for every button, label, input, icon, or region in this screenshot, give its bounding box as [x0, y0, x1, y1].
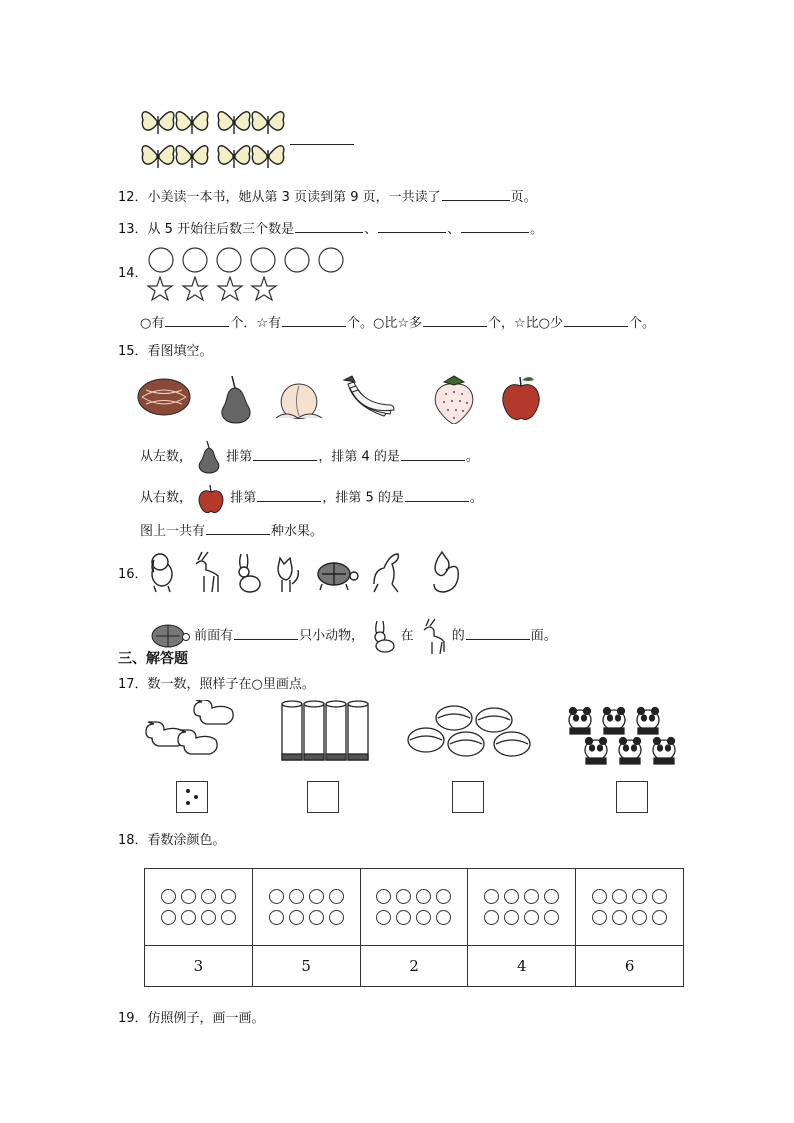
q13-blank-1[interactable] — [295, 218, 363, 233]
circle-icon[interactable] — [484, 889, 499, 904]
circle-icon[interactable] — [632, 910, 647, 925]
pear-icon — [222, 376, 250, 423]
q15-blank-5[interactable] — [206, 520, 270, 535]
circle-icon[interactable] — [376, 910, 391, 925]
q15-text: 排第 — [230, 490, 257, 506]
q14-blank-2[interactable] — [282, 312, 346, 327]
q15-title-line — [118, 343, 213, 361]
q16-blank-1[interactable] — [234, 625, 298, 640]
q16-text: 只小动物， — [299, 628, 365, 644]
rabbit-icon — [239, 554, 260, 592]
circle-icon[interactable] — [329, 910, 344, 925]
circle-icon[interactable] — [436, 889, 451, 904]
q15-title: 看图填空。 — [147, 344, 213, 359]
q17-title-line — [118, 676, 315, 694]
q13-text: 从 5 开始往后数三个数是 — [147, 222, 295, 237]
q15-text: 图上一共有 — [140, 524, 206, 539]
circle-group-4 — [468, 869, 576, 946]
circle-icon[interactable] — [329, 889, 344, 904]
circle-icon[interactable] — [161, 910, 176, 925]
circle-icon[interactable] — [201, 889, 216, 904]
circle-icon[interactable] — [416, 910, 431, 925]
q14-number: 14． — [118, 266, 148, 281]
q14-text: 个，☆比○少 — [488, 316, 563, 331]
section-3-heading: 三、解答题 — [118, 651, 188, 667]
dog-icon — [152, 554, 172, 592]
q12-text: 小美读一本书，她从第 3 页读到第 9 页，一共读了 — [147, 190, 441, 205]
circle-icon — [148, 247, 348, 273]
circle-icon[interactable] — [289, 889, 304, 904]
circle-icon[interactable] — [652, 889, 667, 904]
number-cell: 6 — [576, 946, 684, 987]
circle-icon[interactable] — [221, 910, 236, 925]
squirrel-icon — [434, 552, 458, 592]
q17-answer-box-2[interactable] — [452, 781, 484, 813]
circle-icon[interactable] — [396, 910, 411, 925]
q18-number: 18． — [118, 833, 148, 848]
apple-icon — [503, 377, 539, 420]
circle-icon[interactable] — [201, 910, 216, 925]
circle-icon[interactable] — [612, 889, 627, 904]
q15-text: 排第 — [226, 449, 253, 465]
q14-blank-1[interactable] — [165, 312, 229, 327]
q15-text: 。 — [469, 490, 483, 506]
apple-icon — [196, 483, 226, 513]
q15-blank-2[interactable] — [401, 446, 465, 461]
q14-text: ○有 — [140, 316, 165, 331]
q13-sep: 、 — [364, 222, 378, 237]
q13-end: 。 — [530, 222, 544, 237]
circle-icon[interactable] — [309, 889, 324, 904]
q15-text: 。 — [465, 449, 479, 465]
q14-blank-3[interactable] — [423, 312, 487, 327]
q15-text: 种水果。 — [271, 524, 324, 539]
q16-line — [146, 618, 557, 654]
q13-line — [118, 218, 543, 239]
circle-icon[interactable] — [592, 910, 607, 925]
q15-text: 从左数， — [140, 449, 193, 465]
circle-icon[interactable] — [269, 910, 284, 925]
goat-icon — [418, 618, 448, 654]
circle-group-5 — [576, 869, 684, 946]
circle-icon[interactable] — [396, 889, 411, 904]
q14-text: 个．☆有 — [230, 316, 281, 331]
goat-icon — [196, 552, 218, 592]
color-by-number-table — [144, 868, 684, 987]
q14-circles — [148, 247, 348, 277]
circle-icon[interactable] — [544, 910, 559, 925]
circle-icon[interactable] — [504, 910, 519, 925]
q16-blank-2[interactable] — [466, 625, 530, 640]
fox-icon — [278, 558, 298, 592]
number-cell: 3 — [145, 946, 253, 987]
q17-title: 数一数，照样子在○里画点。 — [147, 677, 315, 692]
q15-blank-3[interactable] — [257, 487, 321, 502]
watermelon-icon — [408, 706, 530, 756]
q12-line — [118, 186, 537, 207]
circle-icon[interactable] — [416, 889, 431, 904]
dots-icon — [177, 782, 207, 812]
number-cell: 4 — [468, 946, 576, 987]
circle-icon[interactable] — [181, 889, 196, 904]
rabbit-icon — [368, 619, 396, 653]
watermelon-icon — [138, 379, 190, 415]
circle-icon[interactable] — [524, 889, 539, 904]
q16-text: 面。 — [530, 628, 557, 644]
circle-icon[interactable] — [181, 910, 196, 925]
q12-text-end: 页。 — [510, 190, 537, 205]
q15-text: ，排第 4 的是 — [318, 449, 400, 465]
q13-blank-2[interactable] — [378, 218, 446, 233]
q17-answer-box-3[interactable] — [616, 781, 648, 813]
q12-number: 12． — [118, 190, 148, 205]
circle-icon[interactable] — [544, 889, 559, 904]
q14-line — [140, 312, 655, 333]
q15-text: ，排第 5 的是 — [322, 490, 404, 506]
circle-icon[interactable] — [612, 910, 627, 925]
q13-number: 13． — [118, 222, 148, 237]
circle-icon[interactable] — [504, 889, 519, 904]
circle-group-1 — [145, 869, 253, 946]
q15-fruits — [136, 370, 546, 428]
circle-icon[interactable] — [269, 889, 284, 904]
q14-text: 个。○比☆多 — [347, 316, 422, 331]
q13-blank-3[interactable] — [461, 218, 529, 233]
q16-number: 16． — [118, 567, 148, 582]
q17-example-box — [176, 781, 208, 813]
q15-number: 15． — [118, 344, 148, 359]
q14-text: 个。 — [629, 316, 656, 331]
circle-icon[interactable] — [376, 889, 391, 904]
strawberry-icon — [435, 376, 473, 424]
circle-icon[interactable] — [524, 910, 539, 925]
q14-blank-4[interactable] — [564, 312, 628, 327]
q19-number: 19． — [118, 1011, 148, 1026]
circle-icon[interactable] — [221, 889, 236, 904]
circle-icon[interactable] — [161, 889, 176, 904]
horse-icon — [374, 554, 398, 592]
butterflies-picture — [138, 104, 288, 172]
cup-icon — [282, 701, 368, 760]
q19-title-line — [118, 1010, 265, 1028]
circle-icon[interactable] — [632, 889, 647, 904]
peach-icon — [276, 384, 322, 419]
q15-blank-4[interactable] — [405, 487, 469, 502]
q15-line-2 — [140, 483, 483, 513]
turtle-icon — [146, 622, 190, 650]
q12-blank[interactable] — [442, 186, 510, 201]
circle-icon[interactable] — [592, 889, 607, 904]
panda-icon — [569, 708, 675, 765]
pear-icon — [196, 440, 222, 474]
q17-answer-box-1[interactable] — [307, 781, 339, 813]
turtle-icon — [318, 563, 358, 590]
q13-sep: 、 — [447, 222, 461, 237]
q16-animals — [146, 550, 466, 598]
circle-group-2 — [252, 869, 360, 946]
q18-title: 看数涂颜色。 — [147, 833, 226, 848]
butterfly-icon — [138, 104, 288, 172]
q15-text: 从右数， — [140, 490, 193, 506]
q15-line-3 — [140, 520, 323, 541]
q11-answer-blank[interactable] — [290, 144, 354, 145]
circle-icon[interactable] — [436, 910, 451, 925]
circle-icon[interactable] — [484, 910, 499, 925]
circle-icon[interactable] — [652, 910, 667, 925]
circle-icon[interactable] — [289, 910, 304, 925]
q19-title: 仿照例子，画一画。 — [147, 1011, 265, 1026]
q18-title-line — [118, 832, 226, 850]
duck-icon — [146, 700, 233, 754]
q15-blank-1[interactable] — [253, 446, 317, 461]
q16-text: 在 — [400, 628, 414, 644]
q16-text: 前面有 — [194, 628, 234, 644]
q17-number: 17． — [118, 677, 148, 692]
q17-pictures — [140, 700, 690, 776]
star-icon — [147, 276, 282, 302]
number-cell: 2 — [360, 946, 468, 987]
q15-line-1 — [140, 440, 479, 474]
circle-icon[interactable] — [309, 910, 324, 925]
number-cell: 5 — [252, 946, 360, 987]
q16-text: 的 — [451, 628, 465, 644]
circle-group-3 — [360, 869, 468, 946]
q14-stars — [147, 276, 282, 306]
banana-icon — [344, 376, 394, 416]
